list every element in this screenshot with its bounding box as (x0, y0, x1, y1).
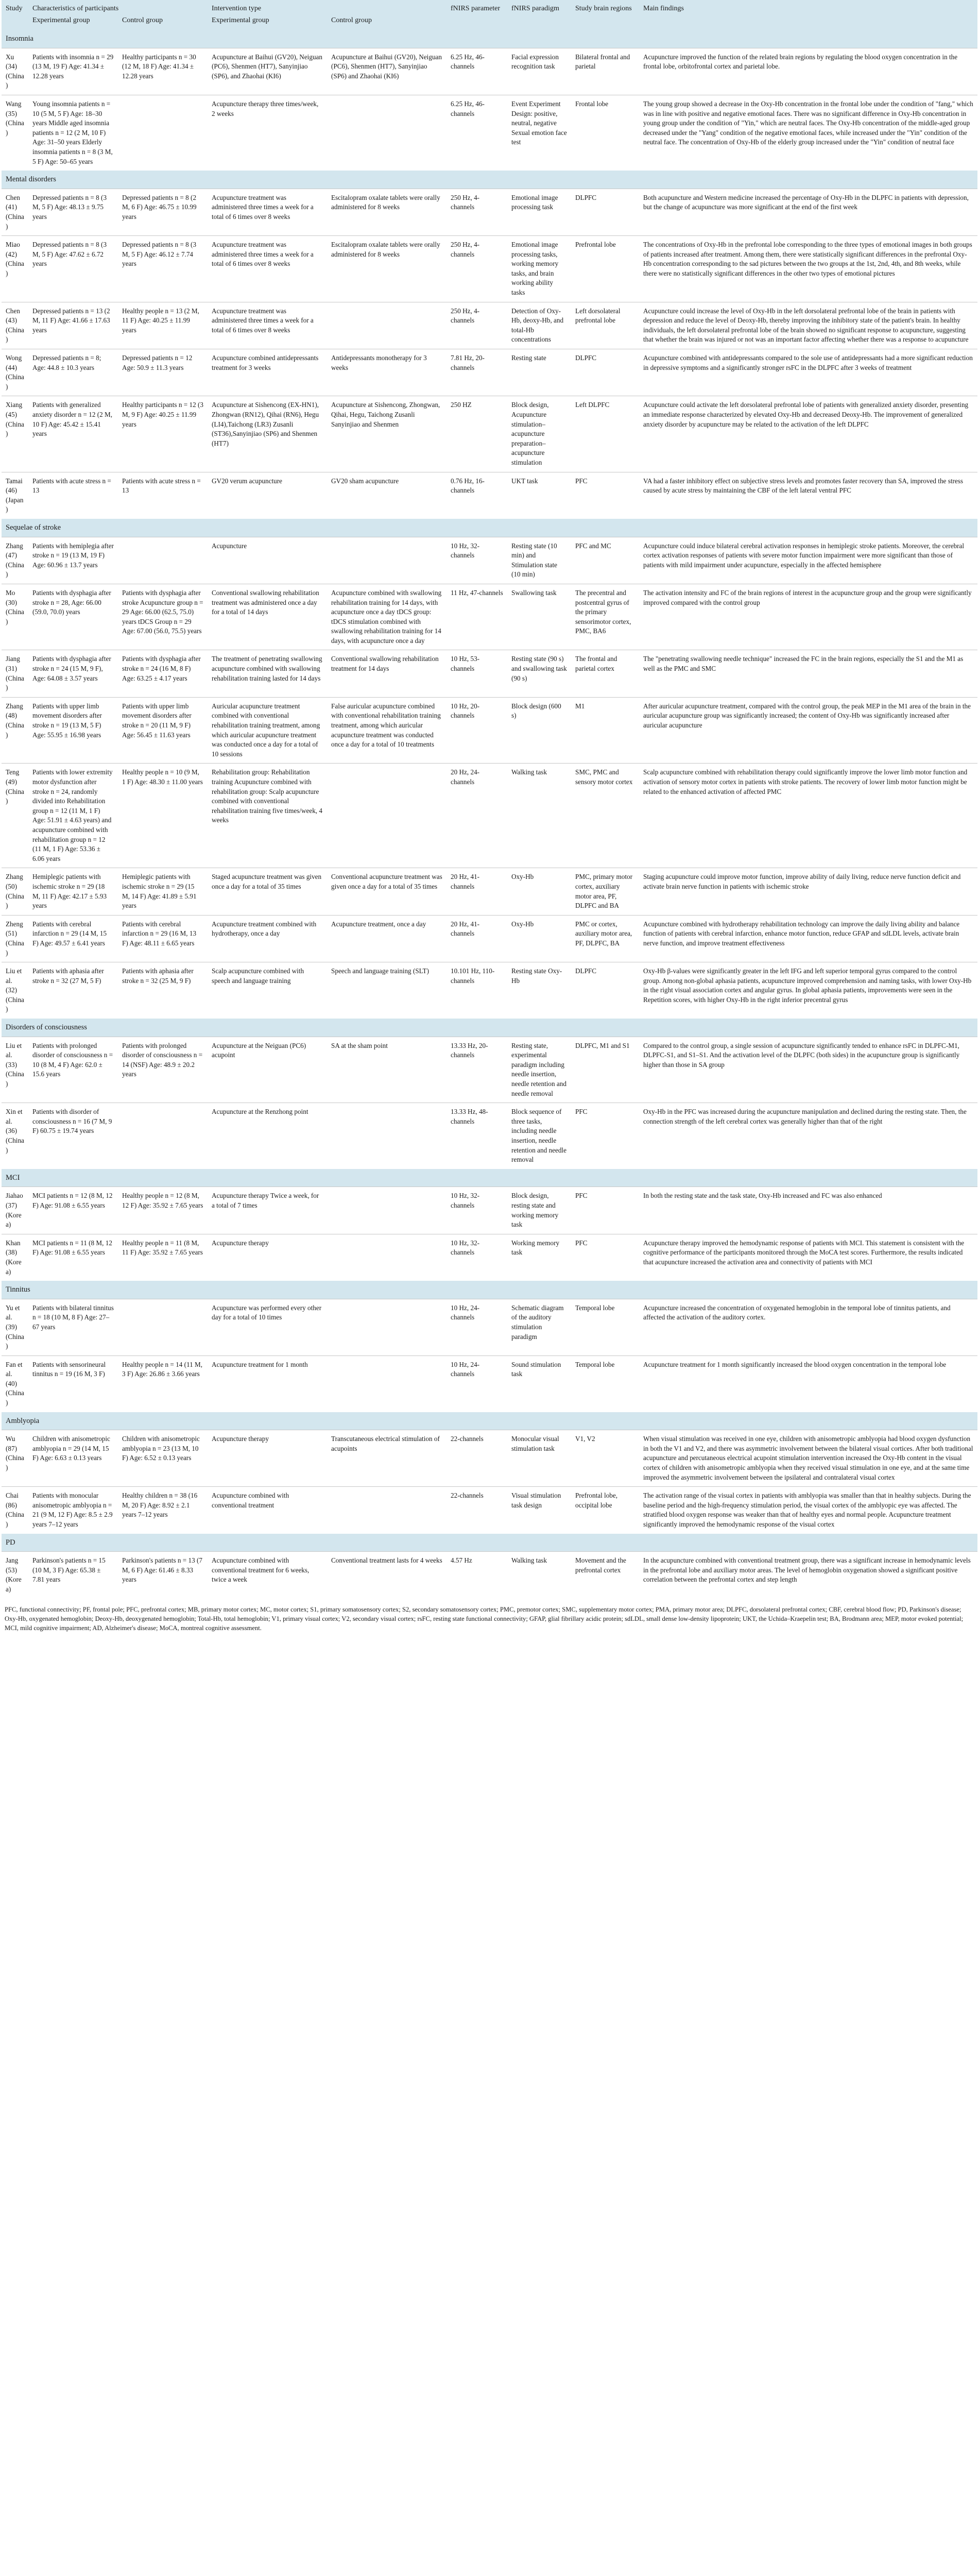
table-row (2, 584, 977, 650)
cell-study: Zheng (51) (China) (2, 915, 28, 962)
cell-ctl-int (327, 764, 446, 868)
cell-param: 13.33 Hz, 48-channels (446, 1103, 507, 1169)
section-title: MCI (2, 1169, 977, 1187)
table-row (2, 48, 977, 95)
table-row (2, 697, 977, 764)
section-title: Amblyopia (2, 1412, 977, 1430)
cell-regions: DLPFC (571, 349, 639, 396)
cell-exp-int: Acupuncture at Baihui (GV20), Neiguan (PC6), Shenmen (HT7), Sanyinjiao (SP6), and Zhaohai (KI6) (208, 48, 327, 95)
cell-exp-char: Patients with acute stress n = 13 (28, 472, 118, 519)
cell-ctl-char: Healthy people n = 10 (9 M, 1 F) Age: 48.30 ± 11.00 years (118, 764, 208, 868)
cell-param: 10 Hz, 32-channels (446, 537, 507, 584)
cell-findings: Acupuncture could induce bilateral cerebral activation responses in hemiplegic stroke patients. Moreover, the cerebral cortex activation responses of patients with severe motor function impairment were more significant than those of patients with mild impairment under acupuncture, especially in the affected hemisphere (639, 537, 977, 584)
cell-param: 7.81 Hz, 20-channels (446, 349, 507, 396)
cell-ctl-char (118, 537, 208, 584)
cell-findings: Scalp acupuncture combined with rehabilitation therapy could significantly improve the lower limb motor function and activation of sensory motor cortex in patients with stroke patients. The recovery of lower limb motor function might be related to the enhanced activation of affected PMC (639, 764, 977, 868)
cell-ctl-char: Healthy participants n = 30 (12 M, 18 F) Age: 41.34 ± 12.28 years (118, 48, 208, 95)
cell-paradigm: Block design, resting state and working memory task (507, 1187, 571, 1234)
cell-ctl-int (327, 1103, 446, 1169)
cell-param: 250 Hz, 4-channels (446, 302, 507, 349)
table-row (2, 962, 977, 1019)
cell-ctl-int: Acupuncture combined with swallowing rehabilitation training for 14 days, with acupuncture once a day tDCS group: tDCS stimulation combined with swallowing rehabilitation training for 14 days, with acupuncture once a day (327, 584, 446, 650)
cell-study: Zhang (48) (China) (2, 697, 28, 764)
cell-findings: Acupuncture increased the concentration of oxygenated hemoglobin in the temporal lobe of tinnitus patients, and affected the activation of the auditory cortex. (639, 1299, 977, 1355)
cell-ctl-int: Conventional swallowing rehabilitation treatment for 14 days (327, 650, 446, 697)
cell-exp-char: Patients with bilateral tinnitus n = 18 (10 M, 8 F) Age: 27–67 years (28, 1299, 118, 1355)
cell-regions: Temporal lobe (571, 1355, 639, 1412)
header-row (2, 0, 977, 14)
cell-regions: SMC, PMC and sensory motor cortex (571, 764, 639, 868)
cell-ctl-char: Depressed patients n = 8 (3 M, 5 F) Age: 46.12 ± 7.74 years (118, 236, 208, 302)
subheader-ctl-int: Control group (327, 14, 446, 30)
cell-exp-int: Acupuncture at the Renzhong point (208, 1103, 327, 1169)
cell-study: Liu et al. (33) (China) (2, 1037, 28, 1103)
header-fnirs-parameter: fNIRS parameter (446, 0, 507, 30)
table-row (2, 1103, 977, 1169)
section-row (2, 1169, 977, 1187)
cell-ctl-char: Hemiplegic patients with ischemic stroke n = 29 (15 M, 14 F) Age: 41.89 ± 5.91 years (118, 868, 208, 915)
cell-ctl-char: Healthy people n = 13 (2 M, 11 F) Age: 40.25 ± 11.99 years (118, 302, 208, 349)
table-row (2, 189, 977, 235)
section-title: Insomnia (2, 30, 977, 48)
cell-exp-char: Patients with dysphagia after stroke n = 24 (15 M, 9 F), Age: 64.08 ± 3.57 years (28, 650, 118, 697)
cell-findings: In the acupuncture combined with conventional treatment group, there was a significant increase in hemodynamic levels in the prefrontal lobe and auxiliary motor areas. The level of hemoglobin oxygenation showed a significant positive correlation between the prefrontal cortex and step length (639, 1552, 977, 1599)
cell-exp-char: Patients with lower extremity motor dysfunction after stroke n = 24, randomly divided into Rehabilitation group n = 12 (11 M, 1 F) Age: 51.91 ± 4.63 years) and acupuncture combined with rehabilitation group n = 12 (11 M, 1 F) Age: 53.36 ± 6.06 years (28, 764, 118, 868)
cell-study: Liu et al. (32) (China) (2, 962, 28, 1019)
table-row (2, 915, 977, 962)
cell-regions: Prefrontal lobe (571, 236, 639, 302)
cell-ctl-char: Healthy children n = 38 (16 M, 20 F) Age: 8.92 ± 2.1 years 7–12 years (118, 1487, 208, 1534)
cell-exp-int: Acupuncture therapy (208, 1234, 327, 1281)
cell-paradigm: Resting state (10 min) and Stimulation state (10 min) (507, 537, 571, 584)
cell-regions: PMC or cortex, auxiliary motor area, PF, DLPFC, BA (571, 915, 639, 962)
cell-paradigm: Walking task (507, 764, 571, 868)
cell-paradigm: Block design (600 s) (507, 697, 571, 764)
subheader-exp-char: Experimental group (28, 14, 118, 30)
cell-findings: Compared to the control group, a single session of acupuncture significantly tended to enhance rsFC in DLPFC-M1, DLPFC-S1, and S1–S1. And the activation level of the DLPFC (both sides) in the acupuncture group is significantly higher than those in SA group (639, 1037, 977, 1103)
table-footnote: PFC, functional connectivity; PF, frontal pole; PFC, prefrontal cortex; MB, primary motor cortex; MC, motor cortex; S1, primary somatosensory cortex; S2, secondary somatosensory cortex; PMC, premotor cortex; SMC, supplementary motor cortex; PMA, primary motor area; DLPFC, dorsolateral prefrontal cortex; CBF, cerebral blood flow; PD, Parkinson's disease; Oxy-Hb, oxygenated hemoglobin; Deoxy-Hb, deoxygenated hemoglobin; Total-Hb, total hemoglobin; V1, primary visual cortex; V2, secondary visual cortex; rsFC, resting state functional connectivity; GFAP, glial fibrillary acidic protein; sdLDL, small dense low-density lipoprotein; UKT, the Uchida–Kraepelin test; BA, Brodmann area; MEP, motor evoked potential; MCI, mild cognitive impairment; AD, Alzheimer's disease; MoCA, montreal cognitive assessment. (5, 1605, 964, 1632)
cell-exp-char: Patients with dysphagia after stroke n = 28, Age: 66.00 (59.0, 70.0) years (28, 584, 118, 650)
cell-study: Xiang (45) (China) (2, 396, 28, 472)
cell-ctl-int: Transcutaneous electrical stimulation of acupoints (327, 1430, 446, 1487)
section-row (2, 1281, 977, 1299)
cell-regions: PFC (571, 1234, 639, 1281)
cell-regions: Left DLPFC (571, 396, 639, 472)
cell-study: Jang (53) (Korea) (2, 1552, 28, 1599)
cell-ctl-char (118, 95, 208, 171)
section-title: Sequelae of stroke (2, 519, 977, 537)
cell-study: Wong (44) (China) (2, 349, 28, 396)
cell-ctl-int: Acupuncture at Sishencong, Zhongwan, Qihai, Hegu, Taichong Zusanli Sanyinjiao and Shenmen (327, 396, 446, 472)
cell-ctl-int (327, 1487, 446, 1534)
cell-ctl-int: Speech and language training (SLT) (327, 962, 446, 1019)
cell-paradigm: Walking task (507, 1552, 571, 1599)
cell-regions: PFC (571, 1187, 639, 1234)
cell-ctl-char (118, 1103, 208, 1169)
cell-regions: Movement and the prefrontal cortex (571, 1552, 639, 1599)
cell-paradigm: Swallowing task (507, 584, 571, 650)
cell-paradigm: Resting state (507, 349, 571, 396)
cell-regions: PFC (571, 472, 639, 519)
cell-study: Chen (43) (China) (2, 302, 28, 349)
cell-ctl-int: False auricular acupuncture combined with conventional rehabilitation training treatment, among which auricular acupuncture treatment was conducted once a day for a total of 10 treatments (327, 697, 446, 764)
cell-param: 10 Hz, 53-channels (446, 650, 507, 697)
cell-exp-int: Acupuncture therapy (208, 1430, 327, 1487)
table-row (2, 1552, 977, 1599)
cell-param: 250 Hz, 4-channels (446, 236, 507, 302)
cell-param: 250 HZ (446, 396, 507, 472)
table-row (2, 1355, 977, 1412)
cell-paradigm: Event Experiment Design: positive, neutral, negative Sexual emotion face test (507, 95, 571, 171)
cell-exp-char: Patients with disorder of consciousness n = 16 (7 M, 9 F) 60.75 ± 19.74 years (28, 1103, 118, 1169)
cell-exp-char: Patients with hemiplegia after stroke n = 19 (13 M, 19 F) Age: 60.96 ± 13.7 years (28, 537, 118, 584)
cell-param: 10 Hz, 32-channels (446, 1234, 507, 1281)
cell-ctl-int: Antidepressants monotherapy for 3 weeks (327, 349, 446, 396)
cell-exp-char: Depressed patients n = 8; Age: 44.8 ± 10.3 years (28, 349, 118, 396)
cell-ctl-char: Patients with upper limb movement disorders after stroke n = 20 (11 M, 9 F) Age: 56.45 ± 11.63 years (118, 697, 208, 764)
cell-exp-int: Acupuncture therapy Twice a week, for a total of 7 times (208, 1187, 327, 1234)
cell-study: Xu (34) (China) (2, 48, 28, 95)
cell-regions: PMC, primary motor cortex, auxiliary motor area, PF, DLPFC and BA (571, 868, 639, 915)
cell-exp-int: Acupuncture (208, 537, 327, 584)
cell-exp-int: Acupuncture at Sishencong (EX-HN1), Zhongwan (RN12), Qihai (RN6), Hegu (LI4),Taichong (LR3) Zusanli (ST36),Sanyinjiao (SP6) and Shenmen (HT7) (208, 396, 327, 472)
cell-param: 11 Hz, 47-channels (446, 584, 507, 650)
section-title: Disorders of consciousness (2, 1019, 977, 1037)
table-row (2, 236, 977, 302)
cell-ctl-int (327, 302, 446, 349)
section-title: Tinnitus (2, 1281, 977, 1299)
cell-regions: PFC and MC (571, 537, 639, 584)
cell-exp-char: MCI patients n = 11 (8 M, 12 F) Age: 91.08 ± 6.55 years (28, 1234, 118, 1281)
cell-exp-char: Patients with insomnia n = 29 (13 M, 19 F) Age: 41.34 ± 12.28 years (28, 48, 118, 95)
cell-ctl-char: Patients with dysphagia after stroke n = 24 (16 M, 8 F) Age: 63.25 ± 4.17 years (118, 650, 208, 697)
table-row (2, 1037, 977, 1103)
section-title: Mental disorders (2, 171, 977, 189)
cell-paradigm: Monocular visual stimulation task (507, 1430, 571, 1487)
cell-ctl-char: Depressed patients n = 12 Age: 50.9 ± 11.3 years (118, 349, 208, 396)
cell-ctl-char: Patients with acute stress n = 13 (118, 472, 208, 519)
cell-regions: Temporal lobe (571, 1299, 639, 1355)
cell-exp-char: Patients with monocular anisometropic amblyopia n = 21 (9 M, 12 F) Age: 8.5 ± 2.9 years 7–12 years (28, 1487, 118, 1534)
table-row (2, 1299, 977, 1355)
cell-param: 20 Hz, 41-channels (446, 915, 507, 962)
cell-paradigm: Sound stimulation task (507, 1355, 571, 1412)
table-row (2, 1487, 977, 1534)
table-row (2, 1234, 977, 1281)
cell-regions: Bilateral frontal and parietal (571, 48, 639, 95)
cell-paradigm: Resting state, experimental paradigm including needle insertion, needle retention and needle removal (507, 1037, 571, 1103)
cell-paradigm: Visual stimulation task design (507, 1487, 571, 1534)
cell-ctl-char: Patients with cerebral infarction n = 29 (16 M, 13 F) Age: 48.11 ± 6.65 years (118, 915, 208, 962)
cell-ctl-char: Healthy people n = 14 (11 M, 3 F) Age: 26.86 ± 3.66 years (118, 1355, 208, 1412)
cell-findings: Oxy-Hb in the PFC was increased during the acupuncture manipulation and declined during the resting state. Then, the connection strength of the left cerebral cortex was generally higher than that of the right (639, 1103, 977, 1169)
cell-exp-char: Children with anisometropic amblyopia n = 29 (14 M, 15 F) Age: 6.63 ± 0.13 years (28, 1430, 118, 1487)
cell-findings: Staging acupuncture could improve motor function, improve ability of daily living, reduce nerve function deficit and activate brain nerve function in patients with ischemic stroke (639, 868, 977, 915)
cell-study: Yu et al. (39) (China) (2, 1299, 28, 1355)
cell-regions: DLPFC (571, 962, 639, 1019)
cell-findings: Acupuncture could activate the left dorsolateral prefrontal lobe of patients with generalized anxiety disorder, presenting an immediate response characterized by elevated Oxy-Hb and decreased Deoxy-Hb. The improvement of generalized anxiety disorder by acupuncture may be related to the activation of the left DLPFC (639, 396, 977, 472)
cell-param: 22-channels (446, 1487, 507, 1534)
cell-ctl-char: Healthy people n = 11 (8 M, 11 F) Age: 35.92 ± 7.65 years (118, 1234, 208, 1281)
cell-exp-char: MCI patients n = 12 (8 M, 12 F) Age: 91.08 ± 6.55 years (28, 1187, 118, 1234)
document (2, 0, 977, 1633)
cell-findings: Oxy-Hb β-values were significantly greater in the left IFG and left superior temporal gyrus compared to the control group. Among non-global aphasia patients, acupuncture improved comprehension and naming tasks, with lower Oxy-Hb in the right visual association cortex and angular gyrus. In global aphasia patients, improvements were seen in the Repetition scores, with higher Oxy-Hb in the right inferior precentral gyrus (639, 962, 977, 1019)
table-row (2, 650, 977, 697)
cell-exp-int: GV20 verum acupuncture (208, 472, 327, 519)
subheader-exp-int: Experimental group (208, 14, 327, 30)
cell-study: Teng (49) (China) (2, 764, 28, 868)
cell-param: 20 Hz, 41-channels (446, 868, 507, 915)
cell-paradigm: Detection of Oxy-Hb, deoxy-Hb, and total-Hb concentrations (507, 302, 571, 349)
cell-exp-int: Acupuncture therapy three times/week, 2 weeks (208, 95, 327, 171)
cell-regions: The frontal and parietal cortex (571, 650, 639, 697)
header-findings: Main findings (639, 0, 977, 30)
cell-param: 10 Hz, 32-channels (446, 1187, 507, 1234)
table-row (2, 302, 977, 349)
cell-findings: The "penetrating swallowing needle technique" increased the FC in the brain regions, especially the S1 and the M1 as well as the PMC and SMC (639, 650, 977, 697)
cell-findings: Acupuncture treatment for 1 month significantly increased the blood oxygen concentration in the temporal lobe (639, 1355, 977, 1412)
cell-ctl-char: Healthy people n = 12 (8 M, 12 F) Age: 35.92 ± 7.65 years (118, 1187, 208, 1234)
cell-exp-int: Acupuncture at the Neiguan (PC6) acupoint (208, 1037, 327, 1103)
cell-findings: The young group showed a decrease in the Oxy-Hb concentration in the frontal lobe under the condition of "fang," which was in line with positive and negative emotional faces. There was no significant difference in Oxy-Hb concentration in young group under the condition of "Yin," which are neutral faces. The Oxy-Hb concentration of the middle-aged group decreased under the "Yang" condition of the negative emotional faces, while increased under the "Yin" condition of the neutral face. The concentration of Oxy-Hb of the elderly group increased under the "Yin" condition of neutral face (639, 95, 977, 171)
table-body (2, 30, 977, 1599)
subheader-ctl-char: Control group (118, 14, 208, 30)
studies-table (2, 0, 977, 1599)
cell-ctl-int: Escitalopram oxalate tablets were orally administered for 8 weeks (327, 236, 446, 302)
cell-findings: Acupuncture improved the function of the related brain regions by regulating the blood oxygen concentration in the frontal lobe, orbitofrontal cortex and parietal lobe. (639, 48, 977, 95)
cell-ctl-char: Parkinson's patients n = 13 (7 M, 6 F) Age: 61.46 ± 8.33 years (118, 1552, 208, 1599)
cell-param: 10 Hz, 20-channels (446, 697, 507, 764)
table-row (2, 1430, 977, 1487)
cell-paradigm: Working memory task (507, 1234, 571, 1281)
cell-paradigm: Emotional image processing task (507, 189, 571, 235)
cell-regions: V1, V2 (571, 1430, 639, 1487)
cell-regions: DLPFC, M1 and S1 (571, 1037, 639, 1103)
cell-study: Tamai (46) (Japan) (2, 472, 28, 519)
cell-ctl-int: Acupuncture treatment, once a day (327, 915, 446, 962)
cell-regions: PFC (571, 1103, 639, 1169)
cell-ctl-int (327, 1234, 446, 1281)
cell-exp-int: Acupuncture treatment was administered three times a week for a total of 6 times over 8 weeks (208, 302, 327, 349)
cell-study: Chen (41) (China) (2, 189, 28, 235)
cell-paradigm: Oxy-Hb (507, 915, 571, 962)
header-intervention: Intervention type (208, 0, 446, 14)
cell-exp-int: Acupuncture treatment for 1 month (208, 1355, 327, 1412)
cell-ctl-char: Patients with aphasia after stroke n = 32 (25 M, 9 F) (118, 962, 208, 1019)
cell-study: Miao (42) (China) (2, 236, 28, 302)
cell-exp-char: Patients with sensorineural tinnitus n = 19 (16 M, 3 F) (28, 1355, 118, 1412)
cell-findings: Acupuncture combined with antidepressants compared to the sole use of antidepressants had a more significant reduction in depressive symptoms and a significantly stronger rsFC in the DLPFC after 3 weeks of treatment (639, 349, 977, 396)
cell-ctl-int: Acupuncture at Baihui (GV20), Neiguan (PC6), Shenmen (HT7), Sanyinjiao (SP6) and Zhaohai (KI6) (327, 48, 446, 95)
cell-findings: Acupuncture therapy improved the hemodynamic response of patients with MCI. This statement is consistent with the cognitive performance of the participants monitored through the MoCA test scores. Furthermore, the results indicated that acupuncture increased the activation area and connectivity of patients with MCI (639, 1234, 977, 1281)
cell-exp-int: Conventional swallowing rehabilitation treatment was administered once a day for a total of 14 days (208, 584, 327, 650)
cell-exp-int: Acupuncture treatment was administered three times a week for a total of 6 times over 8 weeks (208, 189, 327, 235)
cell-paradigm: Resting state Oxy-Hb (507, 962, 571, 1019)
cell-ctl-char: Depressed patients n = 8 (2 M, 6 F) Age: 46.75 ± 10.99 years (118, 189, 208, 235)
table-row (2, 764, 977, 868)
cell-ctl-int: Conventional treatment lasts for 4 weeks (327, 1552, 446, 1599)
cell-findings: The activation range of the visual cortex in patients with amblyopia was smaller than that in healthy subjects. During the baseline period and the high-frequency stimulation period, the visual cortex of the amblyopic eye was affected. The stratified blood oxygen response was weaker than that of healthy eyes and normal people. Acupuncture treatment significantly improved the hemodynamic response of the visual cortex (639, 1487, 977, 1534)
header-study: Study (2, 0, 28, 30)
cell-paradigm: Block design, Acupuncture stimulation– acupuncture preparation– acupuncture stimulation (507, 396, 571, 472)
cell-paradigm: Oxy-Hb (507, 868, 571, 915)
cell-param: 13.33 Hz, 20-channels (446, 1037, 507, 1103)
cell-exp-int: Acupuncture combined with conventional treatment for 6 weeks, twice a week (208, 1552, 327, 1599)
cell-findings: Both acupuncture and Western medicine increased the percentage of Oxy-Hb in the DLPFC in patients with depression, but the change of acupuncture was more significant at the end of the first week (639, 189, 977, 235)
table-row (2, 396, 977, 472)
cell-param: 4.57 Hz (446, 1552, 507, 1599)
section-row (2, 1019, 977, 1037)
cell-ctl-char: Children with anisometropic amblyopia n = 23 (13 M, 10 F) Age: 6.52 ± 0.13 years (118, 1430, 208, 1487)
cell-study: Jiang (31) (China) (2, 650, 28, 697)
cell-exp-char: Depressed patients n = 8 (3 M, 5 F) Age: 48.13 ± 9.75 years (28, 189, 118, 235)
cell-study: Chai (86) (China) (2, 1487, 28, 1534)
cell-ctl-int (327, 1187, 446, 1234)
cell-exp-int: The treatment of penetrating swallowing acupuncture combined with swallowing rehabilitation training lasted for 14 days (208, 650, 327, 697)
cell-param: 6.25 Hz, 46-channels (446, 95, 507, 171)
table-row (2, 95, 977, 171)
cell-findings: When visual stimulation was received in one eye, children with anisometropic amblyopia had blood oxygen dysfunction in both the V1 and V2, and there was asymmetric involvement between the bilateral visual cortices. After both traditional acupuncture and percutaneous electrical acupoint stimulation intervention increased the Oxy-Hb content in the visual cortex of children with anisometropic amblyopia when they received visual stimulation in one eye, and at the same time improved the asymmetric involvement between the ipsilateral and contralateral visual cortex (639, 1430, 977, 1487)
cell-study: Mo (30) (China) (2, 584, 28, 650)
cell-ctl-int (327, 95, 446, 171)
section-title: PD (2, 1534, 977, 1552)
cell-ctl-int: Conventional acupuncture treatment was given once a day for a total of 35 times (327, 868, 446, 915)
cell-regions: Left dorsolateral prefrontal lobe (571, 302, 639, 349)
cell-study: Khan (38) (Korea) (2, 1234, 28, 1281)
cell-paradigm: Block sequence of three tasks, including needle insertion, needle retention and needle removal (507, 1103, 571, 1169)
cell-param: 10.101 Hz, 110-channels (446, 962, 507, 1019)
section-row (2, 519, 977, 537)
cell-ctl-char: Patients with prolonged disorder of consciousness n = 14 (NSF) Age: 48.9 ± 20.2 years (118, 1037, 208, 1103)
cell-exp-char: Patients with generalized anxiety disorder n = 12 (2 M, 10 F) Age: 45.42 ± 15.41 years (28, 396, 118, 472)
section-row (2, 1412, 977, 1430)
cell-regions: Prefrontal lobe, occipital lobe (571, 1487, 639, 1534)
cell-exp-char: Patients with aphasia after stroke n = 32 (27 M, 5 F) (28, 962, 118, 1019)
cell-study: Zhang (50) (China) (2, 868, 28, 915)
cell-findings: The concentrations of Oxy-Hb in the prefrontal lobe corresponding to the three types of emotional images in both groups of patients increased after treatment. Among them, there were statistically significant differences in the prefrontal Oxy-Hb concentration corresponding to the sad pictures between the two groups at the 1st, 2nd, 4th, and 8th weeks, while there were no statistically significant differences in the other two types of emotional pictures (639, 236, 977, 302)
cell-ctl-char: Healthy participants n = 12 (3 M, 9 F) Age: 40.25 ± 11.99 years (118, 396, 208, 472)
cell-ctl-char (118, 1299, 208, 1355)
cell-ctl-int (327, 1355, 446, 1412)
section-row (2, 171, 977, 189)
cell-param: 20 Hz, 24-channels (446, 764, 507, 868)
cell-exp-char: Patients with prolonged disorder of consciousness n = 10 (8 M, 4 F) Age: 62.0 ± 15.6 years (28, 1037, 118, 1103)
cell-ctl-char: Patients with dysphagia after stroke Acupuncture group n = 29 Age: 66.00 (62.5, 75.0) years tDCS Group n = 29 Age: 67.00 (56.0, 75.5) years (118, 584, 208, 650)
cell-findings: In both the resting state and the task state, Oxy-Hb increased and FC was also enhanced (639, 1187, 977, 1234)
cell-exp-int: Acupuncture was performed every other day for a total of 10 times (208, 1299, 327, 1355)
cell-ctl-int: SA at the sham point (327, 1037, 446, 1103)
cell-param: 22-channels (446, 1430, 507, 1487)
cell-regions: M1 (571, 697, 639, 764)
header-fnirs-paradigm: fNIRS paradigm (507, 0, 571, 30)
cell-findings: VA had a faster inhibitory effect on subjective stress levels and promotes faster recovery than SA, improved the stress caused by acute stress by maintaining the CBF of the left lateral ventral PFC (639, 472, 977, 519)
section-row (2, 1534, 977, 1552)
cell-exp-char: Depressed patients n = 8 (3 M, 5 F) Age: 47.62 ± 6.72 years (28, 236, 118, 302)
cell-study: Jiahao (37) (Korea) (2, 1187, 28, 1234)
cell-study: Fan et al. (40) (China) (2, 1355, 28, 1412)
cell-exp-char: Patients with upper limb movement disorders after stroke n = 19 (13 M, 5 F) Age: 55.95 ± 16.98 years (28, 697, 118, 764)
cell-exp-char: Hemiplegic patients with ischemic stroke n = 29 (18 M, 11 F) Age: 42.17 ± 5.93 years (28, 868, 118, 915)
table-row (2, 349, 977, 396)
cell-exp-int: Auricular acupuncture treatment combined with conventional rehabilitation training treatment, among which auricular acupuncture treatment was conducted once a day for a total of 10 sessions (208, 697, 327, 764)
cell-regions: DLPFC (571, 189, 639, 235)
cell-exp-int: Acupuncture combined with conventional treatment (208, 1487, 327, 1534)
cell-ctl-int (327, 1299, 446, 1355)
cell-study: Zhang (47) (China) (2, 537, 28, 584)
cell-param: 10 Hz, 24-channels (446, 1299, 507, 1355)
cell-exp-int: Acupuncture treatment was administered three times a week for a total of 6 times over 8 weeks (208, 236, 327, 302)
cell-ctl-int: GV20 sham acupuncture (327, 472, 446, 519)
cell-findings: Acupuncture combined with hydrotherapy rehabilitation technology can improve the daily living ability and balance function of patients with cerebral infarction, enhance motor function, reduce GFAP and sdLDL levels, activate brain nerve function, and improve treatment effectiveness (639, 915, 977, 962)
cell-exp-char: Depressed patients n = 13 (2 M, 11 F) Age: 41.66 ± 17.63 years (28, 302, 118, 349)
cell-exp-int: Scalp acupuncture combined with speech and language training (208, 962, 327, 1019)
cell-findings: After auricular acupuncture treatment, compared with the control group, the peak MEP in the M1 area of the brain in the auricular acupuncture group was significantly increased; the content of Oxy-Hb was significantly increased after auricular acupuncture (639, 697, 977, 764)
cell-exp-int: Acupuncture combined antidepressants treatment for 3 weeks (208, 349, 327, 396)
cell-exp-char: Patients with cerebral infarction n = 29 (14 M, 15 F) Age: 49.57 ± 6.41 years (28, 915, 118, 962)
cell-param: 250 Hz, 4-channels (446, 189, 507, 235)
cell-paradigm: Facial expression recognition task (507, 48, 571, 95)
cell-exp-char: Parkinson's patients n = 15 (10 M, 3 F) Age: 65.38 ± 7.81 years (28, 1552, 118, 1599)
cell-findings: The activation intensity and FC of the brain regions of interest in the acupuncture group and the group were significantly improved compared with the control group (639, 584, 977, 650)
cell-exp-int: Rehabilitation group: Rehabilitation training Acupuncture combined with rehabilitation group: Scalp acupuncture combined with conventional rehabilitation training five times/week, 4 weeks (208, 764, 327, 868)
table-row (2, 1187, 977, 1234)
cell-ctl-int: Escitalopram oxalate tablets were orally administered for 8 weeks (327, 189, 446, 235)
cell-param: 0.76 Hz, 16-channels (446, 472, 507, 519)
table-row (2, 472, 977, 519)
cell-exp-int: Acupuncture treatment combined with hydrotherapy, once a day (208, 915, 327, 962)
cell-paradigm: Emotional image processing tasks, working memory tasks, and brain working ability tasks (507, 236, 571, 302)
cell-exp-char: Young insomnia patients n = 10 (5 M, 5 F) Age: 18–30 years Middle aged insomnia patients n = 12 (2 M, 10 F) Age: 31–50 years Elderly insomnia patients n = 8 (3 M, 5 F) Age: 50–65 years (28, 95, 118, 171)
cell-study: Wu (87) (China) (2, 1430, 28, 1487)
cell-param: 6.25 Hz, 46-channels (446, 48, 507, 95)
cell-param: 10 Hz, 24-channels (446, 1355, 507, 1412)
cell-regions: Frontal lobe (571, 95, 639, 171)
cell-findings: Acupuncture could increase the level of Oxy-Hb in the left dorsolateral prefrontal lobe of the brain in patients with depression and reduce the level of Deoxy-Hb, thereby improving the inhibitory state of the patient's brain. In healthy individuals, the left dorsolateral prefrontal lobe of the brain showed no significant response to acupuncture, suggesting that whether the brain was injured or not was an important factor affecting whether there was a response to acupuncture (639, 302, 977, 349)
cell-exp-int: Staged acupuncture treatment was given once a day for a total of 35 times (208, 868, 327, 915)
cell-paradigm: Resting state (90 s) and swallowing task (90 s) (507, 650, 571, 697)
table-row (2, 537, 977, 584)
cell-study: Xin et al. (36) (China) (2, 1103, 28, 1169)
cell-study: Wang (35) (China) (2, 95, 28, 171)
cell-regions: The precentral and postcentral gyrus of the primary sensorimotor cortex, PMC, BA6 (571, 584, 639, 650)
cell-paradigm: Schematic diagram of the auditory stimulation paradigm (507, 1299, 571, 1355)
header-characteristics: Characteristics of participants (28, 0, 208, 14)
table-row (2, 868, 977, 915)
header-brain-regions: Study brain regions (571, 0, 639, 30)
cell-paradigm: UKT task (507, 472, 571, 519)
section-row (2, 30, 977, 48)
cell-ctl-int (327, 537, 446, 584)
